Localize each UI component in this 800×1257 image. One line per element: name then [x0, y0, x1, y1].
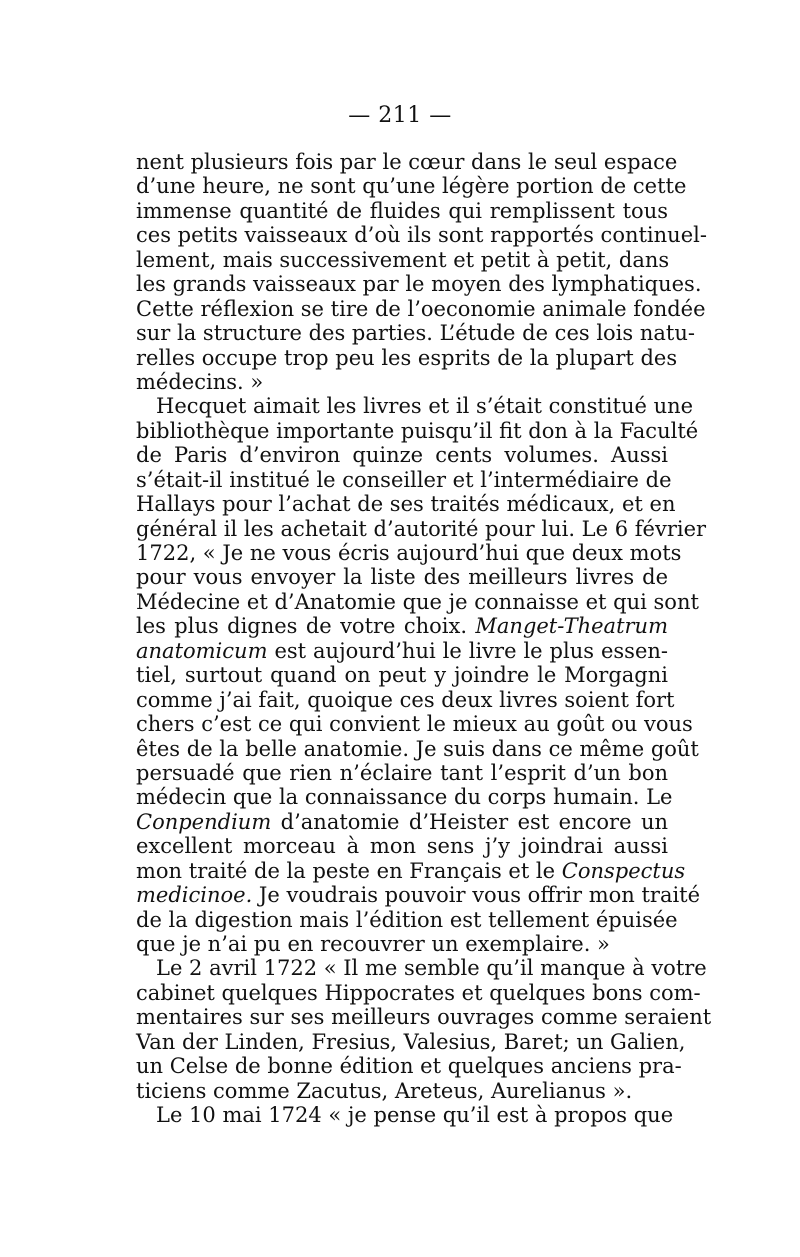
text-run: Le 10 mai 1724 « je pense qu’il est à propos que — [156, 1103, 674, 1128]
text-run: Le 2 avril 1722 « Il me semble qu’il manque à votre — [156, 956, 707, 981]
text-run: relles occupe trop peu les esprits de la plupart des — [136, 345, 678, 370]
text-line — [136, 443, 668, 467]
text-run: les plus dignes de votre choix. — [136, 614, 476, 639]
italic-title: anatomicum — [136, 638, 268, 663]
text-line — [136, 1054, 682, 1079]
text-line — [136, 810, 668, 834]
text-line — [136, 687, 675, 712]
body-text — [136, 150, 712, 1128]
text-run: persuadé que rien n’éclaire tant l’esprit d’un bon — [136, 760, 668, 785]
text-run: d’une heure, ne sont qu’une légère portion de cette — [136, 174, 687, 199]
text-run: immense quantité de fluides qui remplissent tous — [136, 198, 668, 223]
text-line — [136, 1029, 686, 1054]
text-line — [136, 907, 678, 932]
text-run: Médecine et d’Anatomie que je connaisse et qui sont — [136, 589, 699, 614]
italic-title: medicinoe. — [136, 883, 253, 908]
text-line — [136, 418, 699, 443]
text-run: d’anatomie d’Heister est encore un — [271, 809, 668, 834]
italic-title: Conspectus — [561, 858, 686, 883]
text-run: Van der Linden, Fresius, Valesius, Baret; un Galien, — [136, 1029, 686, 1054]
text-run: êtes de la belle anatomie. Je suis dans ce même goût — [136, 736, 699, 761]
text-run: que je n’ai pu en recouvrer un exemplaire. » — [136, 932, 610, 956]
text-run: s’était-il institué le conseiller et l’intermédiaire de — [136, 467, 672, 492]
text-run: est aujourd’hui le livre le plus essen- — [267, 638, 668, 663]
text-run: mon traité de la peste en Français et le — [136, 858, 562, 883]
text-run: Cette réflexion se tire de l’oeconomie animale fondée — [136, 296, 706, 321]
text-line — [136, 248, 668, 272]
text-line — [136, 1079, 668, 1103]
text-line — [136, 785, 673, 810]
text-line — [136, 663, 668, 687]
text-run: ces petits vaisseaux d’où ils sont rapportés continuel- — [136, 223, 707, 248]
text-line — [136, 370, 668, 394]
text-line — [136, 589, 699, 614]
text-line — [136, 272, 702, 297]
text-run: mentaires sur ses meilleurs ouvrages comme seraient — [136, 1005, 712, 1030]
text-run: bibliothèque importante puisqu’il fit don à la Faculté — [136, 418, 699, 443]
text-run: tiel, surtout quand on peut y joindre le Morgagni — [136, 663, 668, 688]
text-run: médecins. » — [136, 369, 264, 394]
text-line — [136, 639, 668, 663]
text-line — [136, 736, 699, 761]
text-line — [136, 1005, 712, 1030]
text-line — [136, 516, 707, 541]
text-line — [136, 956, 707, 981]
text-run: Je voudrais pouvoir vous offrir mon traité — [252, 883, 701, 908]
text-run: sur la structure des parties. L’étude de ces lois natu- — [136, 321, 695, 346]
text-run: cabinet quelques Hippocrates et quelques bons com- — [136, 980, 701, 1005]
text-line — [136, 174, 687, 199]
page-number: — 211 — — [348, 103, 452, 128]
text-run: pour vous envoyer la liste des meilleurs livres de — [136, 565, 668, 590]
text-line — [136, 394, 694, 419]
text-run: chers c’est ce qui convient le mieux au goût ou vous — [136, 712, 693, 737]
text-line — [136, 223, 707, 248]
text-line — [136, 761, 668, 785]
text-run: Hallays pour l’achat de ses traités médicaux, et en — [136, 492, 676, 517]
text-run: 1722, « Je ne vous écris aujourd’hui que deux mots — [136, 541, 682, 565]
text-run: médecin que la connaissance du corps humain. Le — [136, 785, 673, 810]
text-line — [136, 1103, 674, 1128]
text-line — [136, 541, 682, 565]
text-line — [136, 321, 695, 346]
text-run: général il les achetait d’autorité pour lui. Le 6 février — [136, 516, 707, 541]
text-run: comme j’ai fait, quoique ces deux livres soient fort — [136, 687, 675, 712]
text-line — [136, 492, 676, 517]
text-line — [136, 150, 678, 174]
text-run: ticiens comme Zacutus, Areteus, Aurelianus ». — [136, 1078, 633, 1103]
text-line — [136, 345, 678, 370]
text-run: Hecquet aimait les livres et il s’était constitué une — [156, 394, 694, 419]
text-line — [136, 834, 668, 858]
italic-title: Conpendium — [136, 809, 272, 834]
text-run: lement, mais successivement et petit à petit, dans — [136, 247, 670, 272]
text-run: de Paris d’environ quinze cents volumes. Aussi — [136, 443, 668, 468]
text-line — [136, 883, 701, 908]
text-line — [136, 296, 706, 321]
text-run: excellent morceau à mon sens j’y joindrai aussi — [136, 834, 668, 859]
text-line — [136, 614, 668, 638]
text-line — [136, 980, 701, 1005]
text-line — [136, 932, 668, 956]
italic-title: Manget-Theatrum — [475, 614, 668, 639]
text-run: de la digestion mais l’édition est tellement épuisée — [136, 907, 678, 932]
text-run: les grands vaisseaux par le moyen des lymphatiques. — [136, 272, 702, 297]
text-line — [136, 565, 668, 589]
text-run: un Celse de bonne édition et quelques anciens pra- — [136, 1054, 682, 1079]
text-run: nent plusieurs fois par le cœur dans le seul espace — [136, 150, 678, 174]
text-line — [136, 712, 693, 737]
text-line — [136, 199, 668, 223]
text-line — [136, 467, 672, 492]
text-line — [136, 858, 686, 883]
